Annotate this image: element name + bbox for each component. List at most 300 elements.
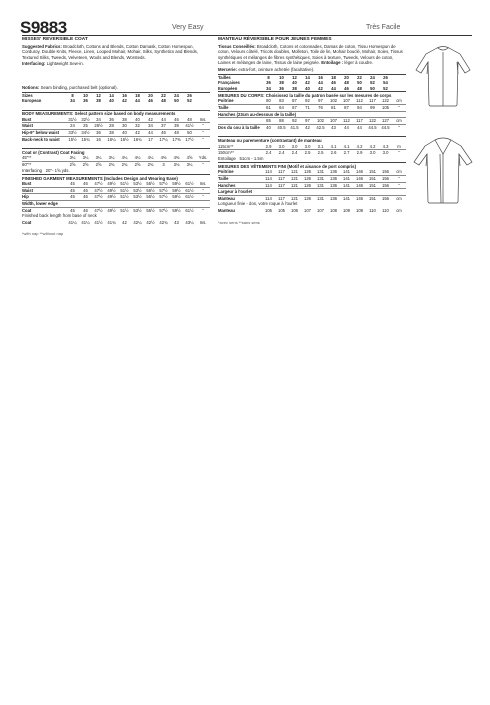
table-cell: 57½ <box>157 194 170 201</box>
table-cell: 45 <box>66 181 79 187</box>
table-cell: 131 <box>314 182 327 189</box>
table-cell: 151 <box>366 182 379 189</box>
table-cell: 126 <box>301 175 314 182</box>
table-cell: 36 <box>105 117 118 123</box>
table-row <box>218 182 406 189</box>
table-cell: 30 <box>118 123 131 130</box>
table-cell: 97 <box>301 118 314 125</box>
table-cell: 32 <box>131 123 144 130</box>
table-row <box>22 130 210 137</box>
table-cell: 121 <box>288 182 301 189</box>
table-cell: 22 <box>353 74 366 80</box>
table-cell: 34 <box>144 123 157 130</box>
table-cell <box>340 189 353 196</box>
table-cell: 50 <box>174 98 179 104</box>
table-cell: 136 <box>327 175 340 182</box>
table-cell: 31½ <box>66 117 79 123</box>
table-cell: 38 <box>96 98 101 104</box>
table-cell: 61½ <box>183 187 196 194</box>
table-cell: 87 <box>340 105 353 112</box>
table-cell: 109 <box>356 207 363 213</box>
table-cell: 61 <box>262 105 275 112</box>
table-row <box>218 189 406 196</box>
table-cell: 45 <box>70 207 75 213</box>
table-row <box>22 194 210 201</box>
table-cell <box>379 189 392 196</box>
table-cell: 3 <box>162 161 165 167</box>
row-label: Poitrine <box>218 169 262 175</box>
unit-cell: cm <box>396 207 402 213</box>
table-cell <box>301 111 314 118</box>
table-row <box>218 175 406 182</box>
table-cell: 156 <box>379 175 392 182</box>
unit-cell: cm <box>392 169 406 175</box>
table-cell: 121 <box>288 169 301 175</box>
table-cell: 107 <box>340 98 353 104</box>
table-cell: 40 <box>118 130 131 137</box>
unit-cell: cm <box>396 195 402 201</box>
coat-back-view-drawing <box>416 47 470 107</box>
coat-yardage-header-fr: Manteau ou parementure (contrastant) de manteau <box>218 136 406 143</box>
table-cell: 102 <box>327 98 340 104</box>
body-measurements-table-en <box>22 117 210 142</box>
table-cell: 44 <box>331 85 336 91</box>
table-cell: 151 <box>366 169 379 175</box>
table-cell: 117 <box>278 195 285 201</box>
table-cell: 42 <box>305 124 310 130</box>
table-cell: 2¾ <box>121 161 128 167</box>
table-cell: 28 <box>105 123 118 130</box>
table-cell: 105 <box>265 207 272 213</box>
table-cell: 41¼ <box>81 219 90 225</box>
table-cell: 92 <box>301 98 314 104</box>
table-cell: 126 <box>304 195 311 201</box>
fabrics-en: Suggested Fabrics: Broadcloth, Cottons and Blends, Cotton Damask, Cotton Homespun, Corduroy, Double Knits, Fleece, Linen, Looped Mohair, Mohair, Silks, Synthetics and Blends, Textured Silks, Tweeds, Velveteen, Wools and Blends, Worsteds. <box>22 43 198 60</box>
unit-cell: " <box>202 207 204 213</box>
table-cell: 38 <box>279 80 284 86</box>
table-cell: 49½ <box>105 194 118 201</box>
row-label: Poitrine <box>218 98 262 104</box>
finished-measurements-table-en <box>22 181 210 213</box>
table-cell: 2.5 <box>304 150 311 156</box>
unit-cell: " <box>392 105 406 112</box>
table-cell: 127 <box>379 118 392 125</box>
table-cell: 49½ <box>107 207 116 213</box>
table-cell: 61½ <box>185 207 194 213</box>
body-measurements-header-fr: MESURES DU CORPS: Choisissez la taille du patron basée sur les mesures de corps <box>218 91 406 98</box>
table-cell: 3¼ <box>186 161 193 167</box>
table-row <box>22 123 210 130</box>
table-cell: 26 <box>379 74 392 80</box>
table-cell: 126 <box>301 182 314 189</box>
table-cell <box>157 200 170 207</box>
table-cell: 121 <box>288 175 301 182</box>
coat-yardage-table-fr <box>218 144 406 156</box>
table-cell: 24 <box>170 92 183 98</box>
table-cell: 42 <box>131 130 144 137</box>
title-fr: MANTEAU RÉVERSIBLE POUR JEUNES FEMMES <box>218 37 332 42</box>
table-cell: 141 <box>343 195 350 201</box>
table-cell: 15½ <box>68 136 77 142</box>
table-cell: 10 <box>79 92 92 98</box>
table-cell: 40 <box>292 80 297 86</box>
table-cell: 112 <box>353 98 366 104</box>
row-label: Taille <box>218 175 262 182</box>
table-cell: 48 <box>344 80 349 86</box>
table-cell: 156 <box>382 195 389 201</box>
garment-line-drawings <box>410 40 476 210</box>
table-cell: 12 <box>92 92 105 98</box>
table-cell: 16 <box>118 92 131 98</box>
row-label: Hanches <box>218 182 262 189</box>
table-cell: 114 <box>262 169 275 175</box>
table-cell: 46 <box>79 187 92 194</box>
table-cell: 22 <box>157 92 170 98</box>
fabrics-fr: Tissus Conseillés: Broadcloth, Cotons et cotonnades, Damas de coton, Tissu Homespun de coton, Velours côtelé, Tricots doubles, Molleton, Toile de lin, Mohair bouclé, Mohair, Soies, Tissus synthétiques et mélanges de fibres synthétiques, Soies à texture, Tweeds, Velours de coton, Laines et mélanges de laine, Tissus de laine peignée. Entoilage : léger à coudre. <box>218 43 403 66</box>
table-cell: 107 <box>327 118 340 125</box>
table-cell: 108 <box>330 207 337 213</box>
table-cell: 42 <box>318 85 323 91</box>
table-cell: 41¼ <box>68 219 77 225</box>
table-cell: 114 <box>262 182 275 189</box>
table-cell: 102 <box>314 118 327 125</box>
table-cell: 55½ <box>146 207 155 213</box>
table-cell: 40 <box>109 98 114 104</box>
table-cell: 44 <box>357 124 362 130</box>
table-cell: 131 <box>314 169 327 175</box>
table-cell: 3¼ <box>79 155 92 161</box>
table-row <box>218 124 406 130</box>
table-cell: 20 <box>144 92 157 98</box>
coat-front-view-drawing <box>414 138 472 203</box>
unit-cell: " <box>196 123 210 130</box>
table-cell: 2.5 <box>317 150 324 156</box>
table-cell: 67 <box>288 105 301 112</box>
table-cell: 2.6 <box>330 150 337 156</box>
table-cell: 2⅝ <box>95 161 102 167</box>
row-label: Dos du cou à la taille <box>218 124 260 130</box>
table-cell: 46 <box>331 80 336 86</box>
table-cell <box>288 189 301 196</box>
row-label: Largeur à l'ourlet <box>218 189 262 196</box>
mercerie-fr: Mercerie: extra-fort, ceinture achetée (facultative). <box>218 66 315 72</box>
table-cell: 131 <box>314 175 327 182</box>
interfacing-row-fr: Entoilage 51cm - 1.5m <box>218 155 264 161</box>
table-cell: 4⅝ <box>183 155 196 161</box>
table-cell: 53½ <box>131 181 144 187</box>
interfacing-en: Interfacing: Lightweight Sew-in. <box>22 61 84 67</box>
finished-measurements-header-en: FINISHED GARMENT MEASUREMENTS (Includes Design and Wearing Ease) <box>22 174 210 181</box>
table-cell: 17 <box>148 136 153 142</box>
table-cell: 3¼ <box>92 155 105 161</box>
table-cell <box>353 189 366 196</box>
table-cell: 2¾ <box>147 161 154 167</box>
table-cell: 151 <box>366 175 379 182</box>
table-cell: 131 <box>317 195 324 201</box>
table-cell: 36 <box>83 98 88 104</box>
table-cell: 45 <box>66 187 79 194</box>
table-cell <box>170 200 183 207</box>
table-cell: 2.4 <box>278 150 285 156</box>
unit-cell <box>392 111 406 118</box>
table-cell: 105 <box>379 105 392 112</box>
row-label: Sizes <box>22 92 66 98</box>
table-cell: 61½ <box>183 181 196 187</box>
table-cell: 126 <box>301 169 314 175</box>
table-cell: 50 <box>183 130 196 137</box>
table-cell: 46 <box>83 207 88 213</box>
table-cell: 44.5 <box>381 124 390 130</box>
table-row <box>218 208 406 214</box>
table-cell: 59½ <box>172 207 181 213</box>
length-label-fr: Longueur finie - dos, votre roque à l'ourlet <box>218 201 298 207</box>
table-cell <box>314 189 327 196</box>
table-cell: 44 <box>144 130 157 137</box>
table-cell: 57½ <box>157 181 170 187</box>
table-cell: 40 <box>266 124 271 130</box>
row-label: Hip-9" below waist <box>22 130 66 137</box>
table-cell: 26½ <box>92 123 105 130</box>
table-cell <box>131 200 144 207</box>
table-cell: 49½ <box>105 187 118 194</box>
table-row <box>218 111 406 118</box>
table-cell: 44 <box>135 98 140 104</box>
table-cell: 141 <box>340 175 353 182</box>
table-cell: 4.2 <box>366 144 379 150</box>
row-label: Manteau <box>218 207 235 213</box>
table-cell: 44 <box>157 117 170 123</box>
unit-cell: cm <box>392 118 406 125</box>
table-cell: 3.0 <box>369 150 376 156</box>
table-cell: 12 <box>288 74 301 80</box>
table-cell: 51½ <box>118 194 131 201</box>
table-cell: 47½ <box>92 194 105 201</box>
table-cell: 2.4 <box>265 150 272 156</box>
table-cell: 110 <box>369 207 376 213</box>
table-cell: 59½ <box>170 181 183 187</box>
row-label: Manteau <box>218 195 235 201</box>
table-row <box>22 136 210 142</box>
header-rule <box>22 35 472 36</box>
table-cell: 107 <box>317 207 324 213</box>
size-table-fr <box>218 74 406 92</box>
table-cell: 43 <box>331 124 336 130</box>
row-label: Waist <box>22 123 66 130</box>
table-cell: 44 <box>344 124 349 130</box>
style-number: S9883 <box>20 18 67 37</box>
table-cell <box>366 189 379 196</box>
table-cell: 18 <box>327 74 340 80</box>
table-cell: 39 <box>170 123 183 130</box>
table-cell: 105 <box>278 207 285 213</box>
table-cell: 52 <box>370 80 375 86</box>
table-cell: 15¾ <box>81 136 90 142</box>
table-cell: 114 <box>265 195 272 201</box>
table-cell: 109 <box>343 207 350 213</box>
table-cell: 141 <box>340 169 353 175</box>
table-cell: 88 <box>275 118 288 125</box>
table-cell: 14 <box>301 74 314 80</box>
coat-yardage-table-en <box>22 155 210 167</box>
table-cell: 40 <box>305 85 310 91</box>
table-cell: 26 <box>183 92 196 98</box>
unit-cell: " <box>196 130 210 137</box>
table-cell: 64 <box>275 105 288 112</box>
table-cell: 24 <box>66 123 79 130</box>
row-label: Waist <box>22 187 66 194</box>
table-cell: 106 <box>291 207 298 213</box>
size-table-en <box>22 92 210 104</box>
table-cell: 51½ <box>118 181 131 187</box>
table-cell: 46 <box>170 117 183 123</box>
table-row <box>22 200 210 207</box>
row-label: 115cm** <box>218 144 262 150</box>
table-cell: 48 <box>357 85 362 91</box>
table-cell: 2.9 <box>262 144 275 150</box>
table-cell <box>275 189 288 196</box>
table-cell: 46 <box>79 181 92 187</box>
table-cell: 4.2 <box>353 144 366 150</box>
table-cell: 51½ <box>120 207 129 213</box>
table-cell: 42 <box>144 117 157 123</box>
row-label: Bust <box>22 181 66 187</box>
row-label: 150cm** <box>218 150 234 156</box>
row-label: European <box>22 98 42 104</box>
unit-cell: Ins. <box>199 219 207 225</box>
table-cell: 71 <box>301 105 314 112</box>
notions-en: Notions: Seam binding, purchased belt (optional). <box>22 84 118 90</box>
table-cell: 121 <box>291 195 298 201</box>
table-cell: 46 <box>148 98 153 104</box>
table-cell: 17⅜ <box>172 136 181 142</box>
table-cell <box>353 111 366 118</box>
row-label: Hip <box>22 194 66 201</box>
table-cell: 44 <box>318 80 323 86</box>
unit-cell: " <box>398 124 400 130</box>
table-cell: 41½ <box>183 123 196 130</box>
table-cell: 41.5 <box>290 124 299 130</box>
unit-cell: " <box>398 150 400 156</box>
table-cell: 16 <box>96 136 101 142</box>
table-cell: 156 <box>379 169 392 175</box>
table-cell: 42¾ <box>159 219 168 225</box>
table-cell: 156 <box>379 182 392 189</box>
interfacing-row-en: Interfacing 20"- 1⅝ yds. <box>22 167 70 173</box>
row-label: Back-neck to waist <box>22 136 60 142</box>
unit-cell <box>196 98 210 104</box>
table-cell: 25 <box>79 123 92 130</box>
table-cell: 3¼ <box>66 155 79 161</box>
table-cell: 146 <box>353 182 366 189</box>
table-cell: 51½ <box>118 187 131 194</box>
unit-cell: cm <box>392 98 406 104</box>
row-label <box>218 118 262 125</box>
table-row <box>218 105 406 112</box>
table-cell: 34 <box>266 85 271 91</box>
unit-cell: " <box>196 187 210 194</box>
table-cell: 42½ <box>146 219 155 225</box>
table-cell: 151 <box>369 195 376 201</box>
table-cell: 48 <box>170 130 183 137</box>
table-cell: 114 <box>262 175 275 182</box>
table-cell: 3¼ <box>105 155 118 161</box>
table-cell: 46 <box>79 194 92 201</box>
table-cell: 4⅜ <box>170 155 183 161</box>
table-cell <box>144 200 157 207</box>
unit-cell <box>392 189 406 196</box>
table-cell: 10 <box>275 74 288 80</box>
table-cell: 112 <box>340 118 353 125</box>
table-cell <box>118 200 131 207</box>
table-cell: 49½ <box>105 181 118 187</box>
table-cell: 2⅝ <box>69 161 76 167</box>
table-cell: 43¼ <box>185 219 194 225</box>
table-cell: 42¼ <box>133 219 142 225</box>
table-cell: 52 <box>383 85 388 91</box>
table-cell: 47½ <box>92 187 105 194</box>
finished-measurements-header-fr: MESURES DES VÊTEMENTS FINI (Motif et aisance de port compris) <box>218 162 406 169</box>
coat-yardage-header-en: Coat or (Contrast) Coat Facing <box>22 148 210 155</box>
table-cell: 38 <box>105 130 118 137</box>
length-table-fr <box>218 208 406 214</box>
table-cell: 3.1 <box>314 144 327 150</box>
table-cell: 48 <box>183 117 196 123</box>
table-cell: 92 <box>288 118 301 125</box>
table-cell: 16¾ <box>133 136 142 142</box>
table-cell: 47½ <box>94 207 103 213</box>
row-label: Bust <box>22 117 66 123</box>
table-cell: 42 <box>122 219 127 225</box>
difficulty-en: Very Easy <box>172 24 204 31</box>
table-cell: 122 <box>379 98 392 104</box>
table-cell: 4⅜ <box>157 155 170 161</box>
table-cell: 2¾ <box>108 161 115 167</box>
table-cell: 97 <box>314 98 327 104</box>
table-cell: 2.4 <box>291 150 298 156</box>
table-cell: 36 <box>92 130 105 137</box>
table-cell: 122 <box>366 118 379 125</box>
row-label: Coat <box>22 207 32 213</box>
table-cell: 94 <box>353 105 366 112</box>
table-cell: 76 <box>314 105 327 112</box>
table-cell: 4¼ <box>144 155 157 161</box>
row-label: Tailles <box>218 74 262 80</box>
table-cell: 117 <box>366 98 379 104</box>
table-cell: 36 <box>279 85 284 91</box>
length-label-en: Finished back length from base of neck <box>22 213 97 219</box>
table-cell: 16 <box>314 74 327 80</box>
table-cell: 117 <box>275 175 288 182</box>
length-table-en <box>22 220 210 226</box>
table-cell: 2.7 <box>343 150 350 156</box>
table-cell: 110 <box>382 207 389 213</box>
table-cell: 4.1 <box>340 144 353 150</box>
table-cell <box>262 189 275 196</box>
table-cell: 53½ <box>131 187 144 194</box>
difficulty-fr: Très Facile <box>366 24 401 31</box>
table-cell <box>340 111 353 118</box>
table-cell: 87 <box>288 98 301 104</box>
english-column <box>22 37 210 237</box>
unit-cell <box>196 200 210 207</box>
table-cell: 45 <box>66 194 79 201</box>
table-cell: 41½ <box>94 219 103 225</box>
unit-cell: " <box>202 161 204 167</box>
table-cell <box>366 111 379 118</box>
table-cell: 2⅝ <box>134 161 141 167</box>
unit-cell: " <box>196 194 210 201</box>
table-cell: 34 <box>92 117 105 123</box>
